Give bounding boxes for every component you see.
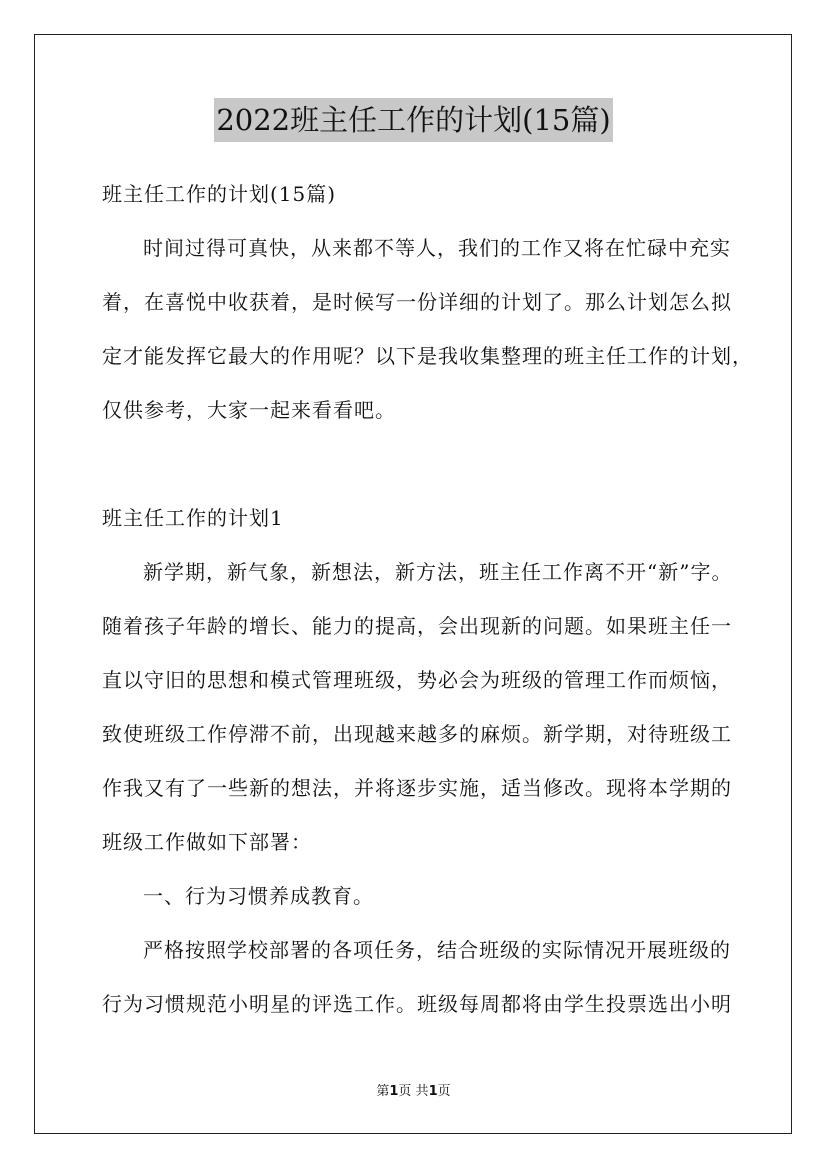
- paragraph-line: 严格按照学校部署的各项任务，结合班级的实际情况开展班级的: [143, 938, 731, 962]
- title-container: [0, 98, 827, 142]
- page-total: 1: [428, 1084, 438, 1099]
- subtitle: 班主任工作的计划(15篇): [102, 182, 337, 206]
- paragraph-line: 时间过得可真快，从来都不等人，我们的工作又将在忙碌中充实: [143, 236, 731, 260]
- page-current: 1: [389, 1084, 399, 1099]
- paragraph-line: 着，在喜悦中收获着，是时候写一份详细的计划了。那么计划怎么拟: [102, 290, 732, 314]
- paragraph-line: 新学期，新气象，新想法，新方法，班主任工作离不开“新”字。: [143, 560, 733, 584]
- paragraph-line: 仅供参考，大家一起来看看吧。: [102, 398, 396, 422]
- point-heading: 一、行为习惯养成教育。: [143, 884, 374, 908]
- document-title: 2022班主任工作的计划(15篇): [214, 98, 612, 142]
- page-suffix: 页: [437, 1084, 451, 1099]
- section-heading: 班主任工作的计划1: [102, 506, 284, 530]
- paragraph-line: 致使班级工作停滞不前，出现越来越多的麻烦。新学期，对待班级工: [102, 722, 732, 746]
- page-prefix: 第: [376, 1084, 390, 1099]
- page-footer: [0, 1083, 827, 1101]
- document-body: [102, 167, 753, 1031]
- page-mid: 页 共: [398, 1084, 429, 1099]
- paragraph-line: 随着孩子年龄的增长、能力的提高，会出现新的问题。如果班主任一: [102, 614, 732, 638]
- paragraph-line: 作我又有了一些新的想法，并将逐步实施，适当修改。现将本学期的: [102, 776, 732, 800]
- blank-line: [102, 437, 732, 491]
- paragraph-line: 班级工作做如下部署：: [102, 830, 312, 854]
- paragraph-line: 行为习惯规范小明星的评选工作。班级每周都将由学生投票选出小明: [102, 992, 732, 1016]
- paragraph-line: 定才能发挥它最大的作用呢？以下是我收集整理的班主任工作的计划，: [102, 344, 753, 368]
- paragraph-line: 直以守旧的思想和模式管理班级，势必会为班级的管理工作而烦恼，: [102, 668, 732, 692]
